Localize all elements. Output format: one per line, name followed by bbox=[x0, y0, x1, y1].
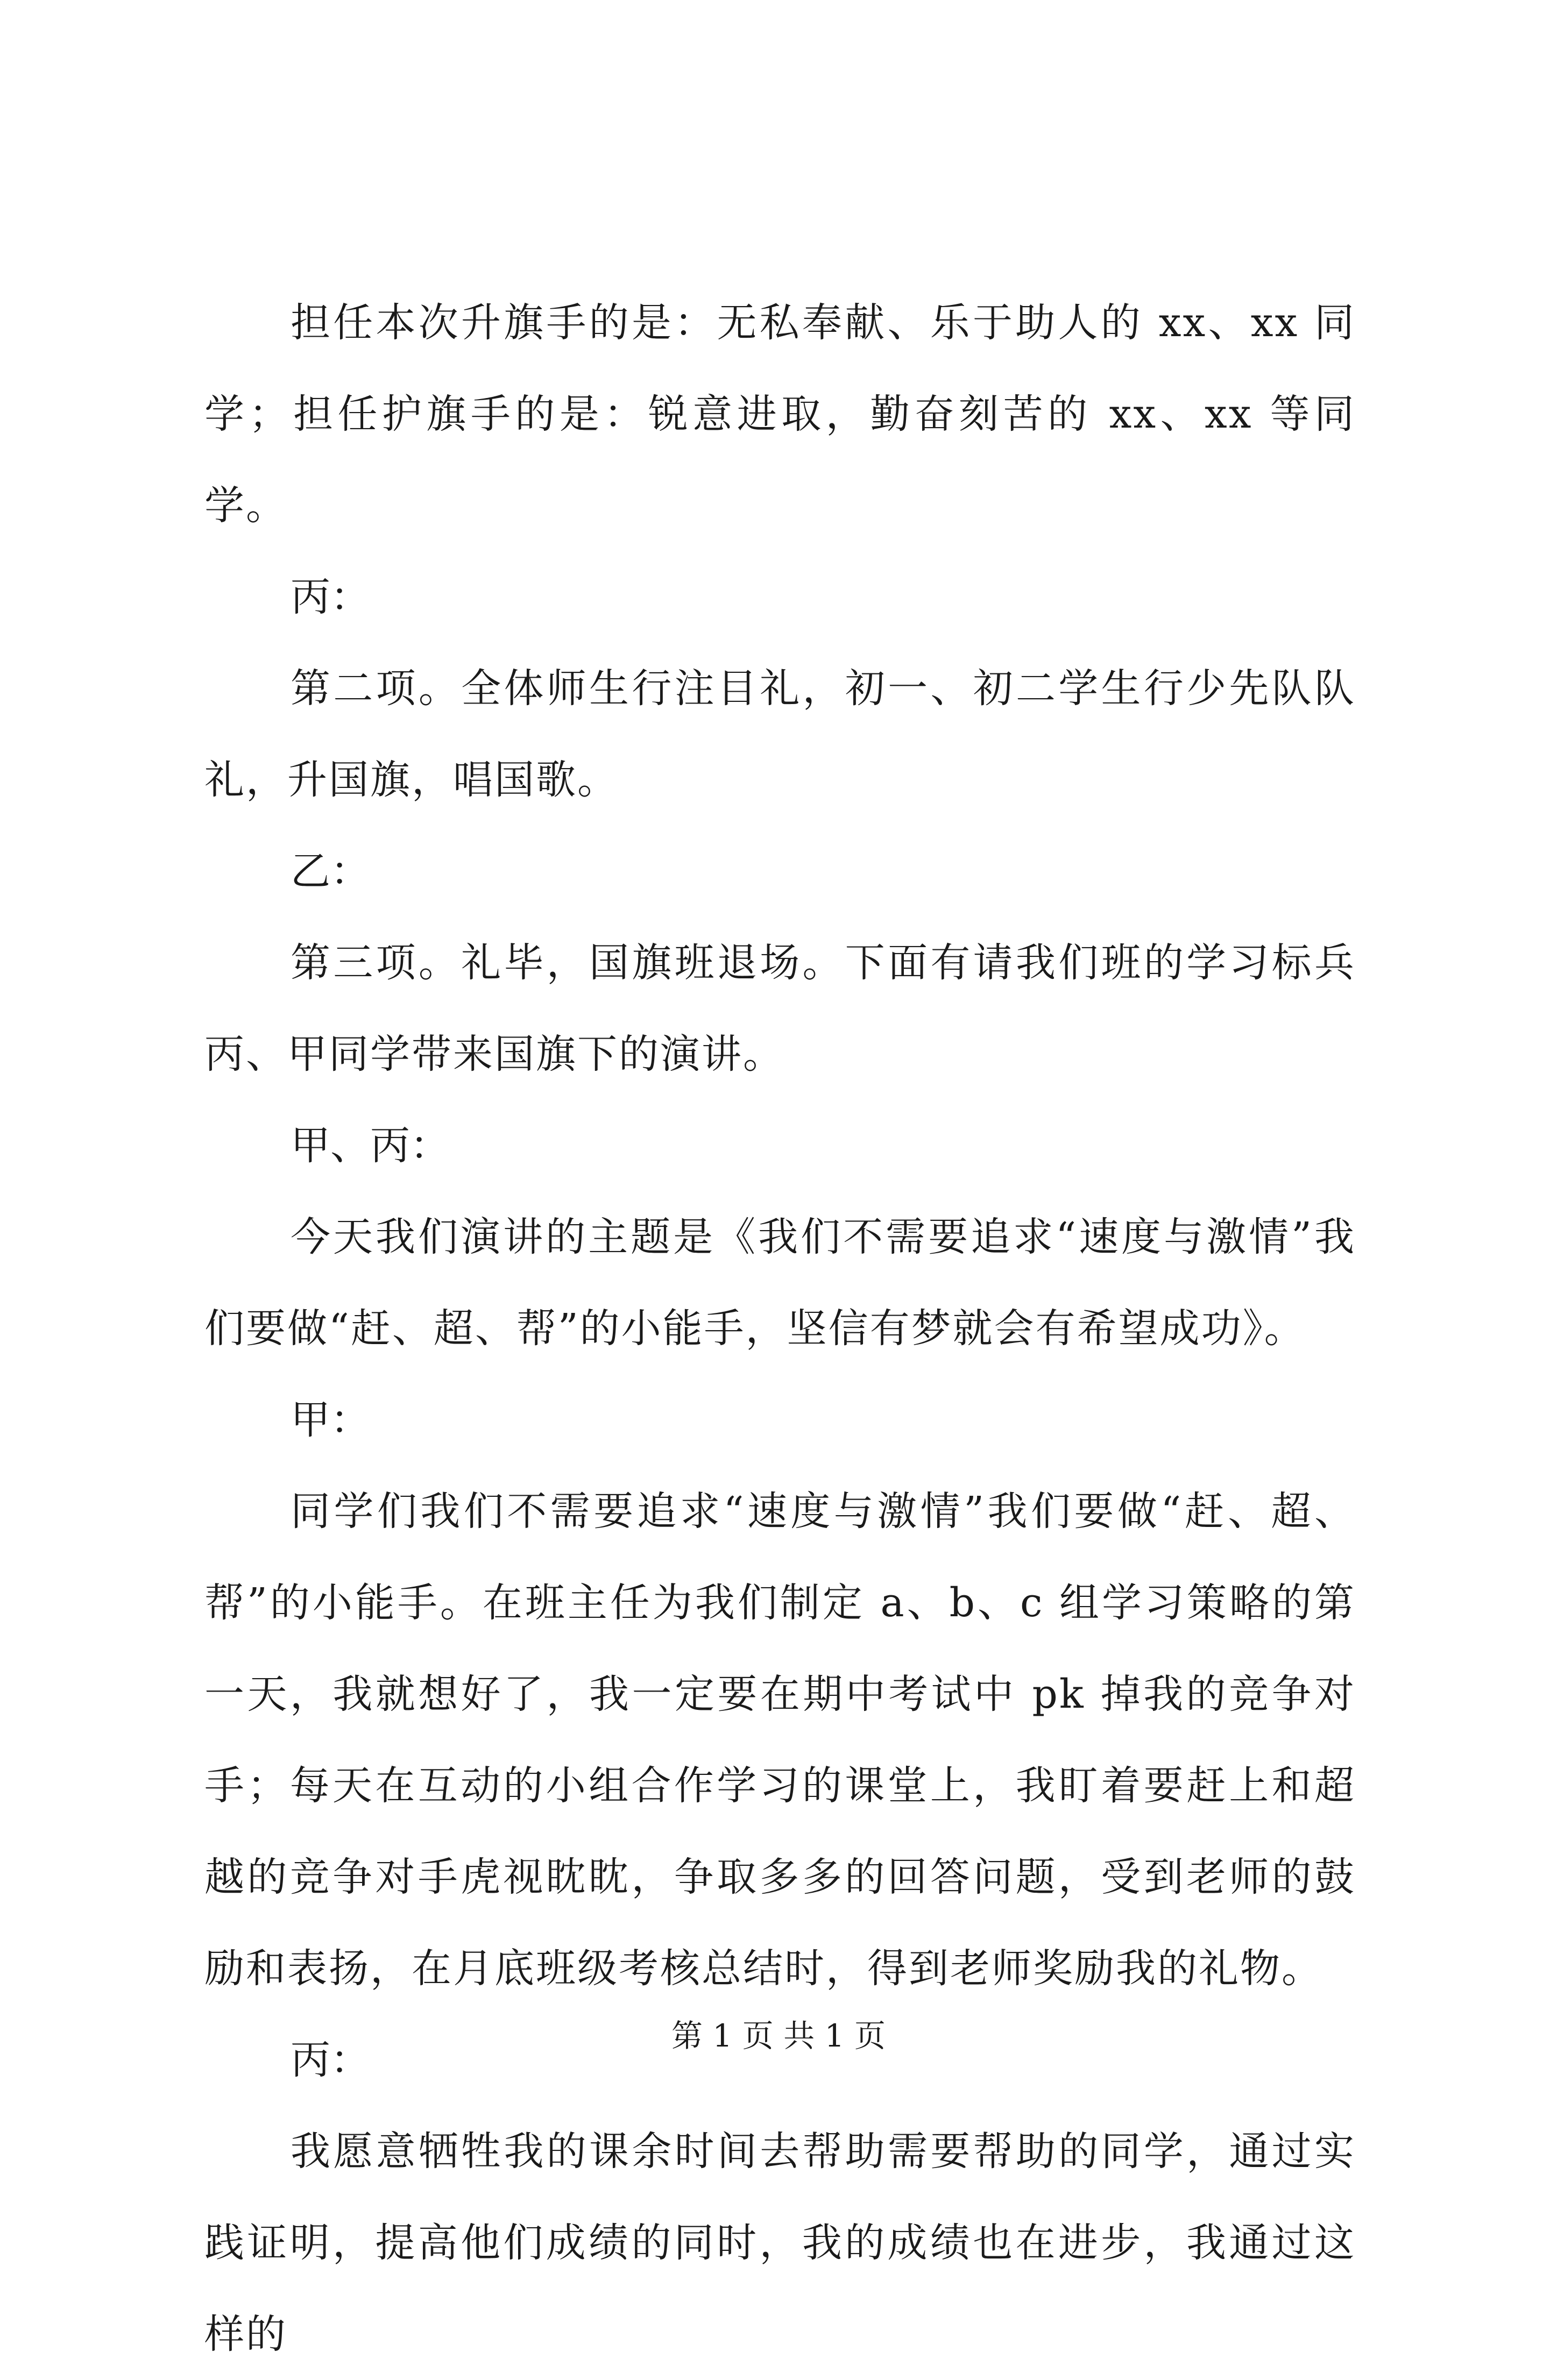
paragraph-speech-theme: 今天我们演讲的主题是《我们不需要追求“速度与激情”我们要做“赶、超、帮”的小能手，坚信有梦就会有希望成功》。 bbox=[204, 1214, 1356, 1352]
paragraph-bing-speech: 我愿意牺牲我的课余时间去帮助需要帮助的同学，通过实践证明，提高他们成绩的同时，我的成绩也在进步，我通过这样的 bbox=[204, 2128, 1356, 2357]
speaker-label-bing: 丙： bbox=[291, 574, 370, 620]
paragraph-flag-raisers: 担任本次升旗手的是：无私奉献、乐于助人的 xx、xx 同学；担任护旗手的是：锐意进取，勤奋刻苦的 xx、xx 等同学。 bbox=[204, 300, 1356, 529]
paragraph-item-three: 第三项。礼毕，国旗班退场。下面有请我们班的学习标兵丙、甲同学带来国旗下的演讲。 bbox=[204, 940, 1356, 1077]
speaker-label-jia: 甲： bbox=[291, 1397, 370, 1443]
page-footer: 第 1 页 共 1 页 bbox=[671, 2017, 886, 2054]
paragraph-item-two: 第二项。全体师生行注目礼，初一、初二学生行少先队队礼，升国旗，唱国歌。 bbox=[204, 665, 1356, 803]
document-body bbox=[204, 277, 1356, 2380]
paragraph-jia-speech: 同学们我们不需要追求“速度与激情”我们要做“赶、超、帮”的小能手。在班主任为我们制定 a、b、c 组学习策略的第一天，我就想好了，我一定要在期中考试中 pk 掉我的竞争对手；每天在互动的小组合作学习的课堂上，我盯着要赶上和超越的竞争对手虎视眈眈，争取多多的回答问题，受到老师的鼓励和表扬，在月底班级考核总结时，得到老师奖励我的礼物。 bbox=[204, 1488, 1356, 1992]
speaker-label-bing-2: 丙： bbox=[291, 2037, 370, 2083]
speaker-label-jia-bing: 甲、丙： bbox=[291, 1122, 450, 1169]
speaker-label-yi: 乙： bbox=[291, 848, 370, 894]
